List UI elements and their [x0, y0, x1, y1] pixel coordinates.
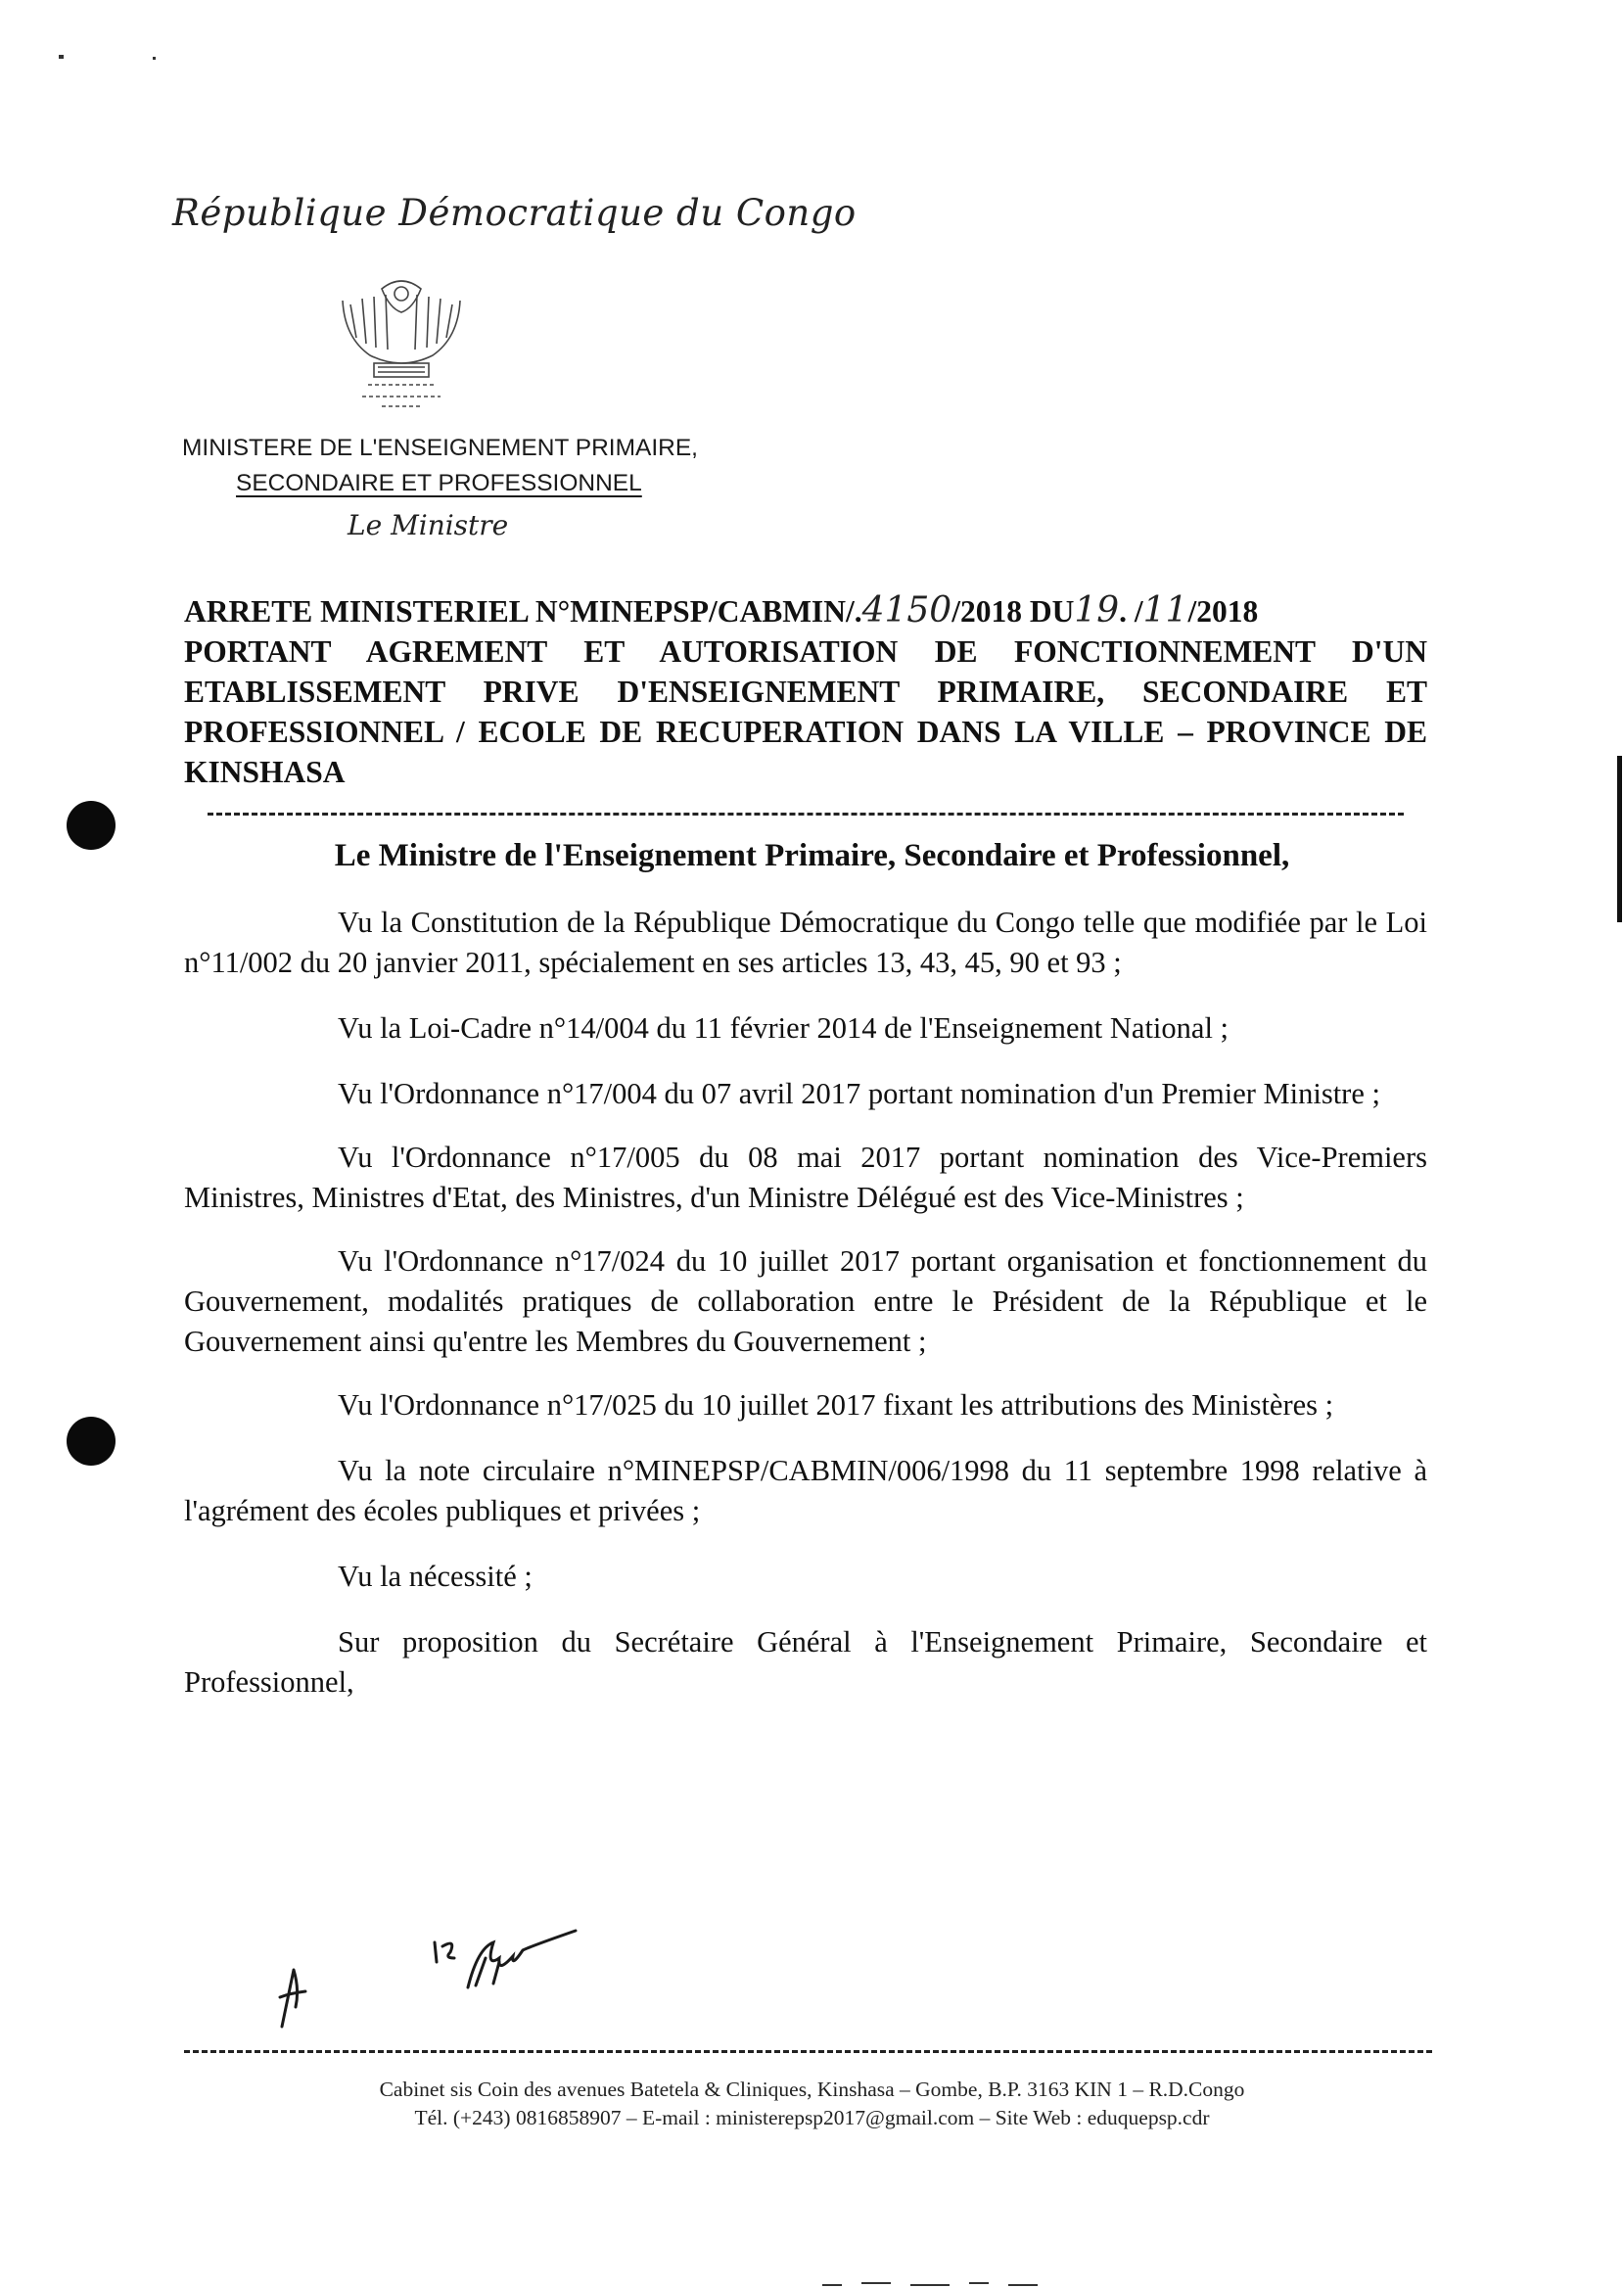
minister-label: Le Ministre — [348, 509, 509, 541]
minister-heading: Le Ministre de l'Enseignement Primaire, Secondaire et Professionnel, — [334, 838, 1290, 873]
ministry-name — [182, 431, 698, 501]
coat-of-arms-emblem — [323, 269, 480, 416]
ministry-line-2: SECONDAIRE ET PROFESSIONNEL — [236, 470, 642, 496]
decree-title-line-1 — [184, 590, 1427, 631]
footer-address-line: Cabinet sis Coin des avenues Batetela & Cliniques, Kinshasa – Gombe, B.P. 3163 KIN 1 – R.D.Congo — [379, 2078, 1245, 2101]
handwritten-month: 11 — [1142, 590, 1188, 631]
recital-ordonnance-17-024: Vu l'Ordonnance n°17/024 du 10 juillet 2017 portant organisation et fonctionnement du Gouvernement, modalités pratiques de collaboration entre le Président de la République et le Gouvernement ainsi qu'entre les Membres du Gouvernement ; — [184, 1244, 1427, 1358]
decree-year: /2018 DU — [951, 594, 1075, 629]
scan-speck — [153, 57, 156, 60]
decree-number — [184, 590, 1258, 631]
recital-loi-cadre: Vu la Loi-Cadre n°14/004 du 11 février 2014 de l'Enseignement National ; — [338, 1011, 1230, 1045]
punch-hole-bottom — [67, 1417, 116, 1466]
scan-speck — [59, 55, 64, 59]
ministry-line-1: MINISTERE DE L'ENSEIGNEMENT PRIMAIRE, — [182, 435, 698, 461]
recital-ordonnance-17-004: Vu l'Ordonnance n°17/004 du 07 avril 2017 portant nomination d'un Premier Ministre ; — [338, 1077, 1380, 1110]
handwritten-initials — [266, 1929, 580, 2036]
decree-number-prefix: ARRETE MINISTERIEL N°MINEPSP/CABMIN/. — [184, 594, 862, 629]
scan-bottom-marks — [822, 2277, 1038, 2287]
decree-title — [184, 590, 1427, 792]
footer-address — [0, 2076, 1624, 2132]
handwritten-decree-number: 4150 — [861, 590, 952, 631]
recital-note-circulaire: Vu la note circulaire n°MINEPSP/CABMIN/006/1998 du 11 septembre 1998 relative à l'agrément des écoles publiques et privées ; — [184, 1454, 1427, 1527]
decree-body — [184, 903, 1427, 1728]
title-divider — [208, 813, 1404, 816]
decree-subject: PORTANT AGREMENT ET AUTORISATION DE FONCTIONNEMENT D'UN ETABLISSEMENT PRIVE D'ENSEIGNEMENT PRIMAIRE, SECONDAIRE ET PROFESSIONNEL / ECOLE DE RECUPERATION DANS LA VILLE – PROVINCE DE KINSHASA — [184, 634, 1427, 789]
recital-necessite: Vu la nécessité ; — [338, 1560, 533, 1593]
recital-ordonnance-17-005: Vu l'Ordonnance n°17/005 du 08 mai 2017 portant nomination des Vice-Premiers Ministres, Ministres d'Etat, des Ministres, d'un Ministre Délégué est des Vice-Ministres ; — [184, 1141, 1427, 1214]
footer-divider — [184, 2050, 1432, 2053]
date-year: /2018 — [1187, 594, 1259, 629]
recital-ordonnance-17-025: Vu l'Ordonnance n°17/025 du 10 juillet 2017 fixant les attributions des Ministères ; — [338, 1388, 1334, 1422]
footer-contact-line: Tél. (+243) 0816858907 – E-mail : ministerepsp2017@gmail.com – Site Web : eduquepsp.cdr — [414, 2106, 1210, 2129]
date-separator: . / — [1119, 594, 1143, 629]
recital-constitution: Vu la Constitution de la République Démocratique du Congo telle que modifiée par le Loi n°11/002 du 20 janvier 2011, spécialement en ses articles 13, 43, 45, 90 et 93 ; — [184, 906, 1427, 979]
country-heading: République Démocratique du Congo — [172, 192, 857, 234]
handwritten-day: 19 — [1074, 590, 1120, 631]
recital-proposition: Sur proposition du Secrétaire Général à l'Enseignement Primaire, Secondaire et Professionnel, — [184, 1625, 1427, 1699]
